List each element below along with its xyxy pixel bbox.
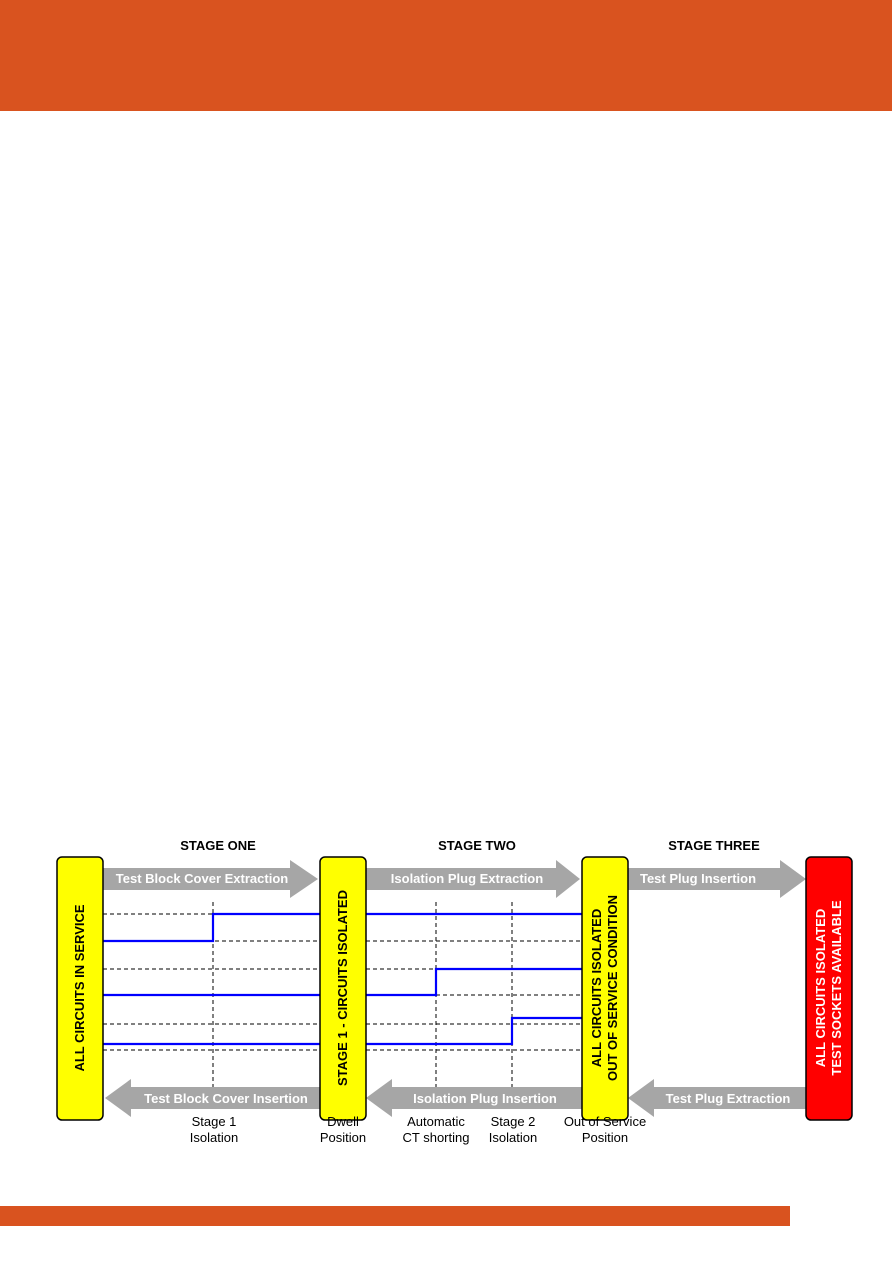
label-test-plug-insertion: Test Plug Insertion <box>639 871 757 886</box>
header-banner <box>0 0 892 111</box>
pillar-label-stage1: STAGE 1 - CIRCUITS ISOLATED <box>335 890 350 1086</box>
pillar-label-out-of-service-2: OUT OF SERVICE CONDITION <box>605 894 620 1082</box>
caption-ct-shorting-1: Automatic <box>407 1114 465 1129</box>
caption-dwell-2: Position <box>319 1130 367 1145</box>
caption-dwell-1: Dwell <box>327 1114 359 1129</box>
label-test-plug-extraction: Test Plug Extraction <box>665 1091 791 1106</box>
pillar-label-test-1: ALL CIRCUITS ISOLATED <box>813 908 828 1068</box>
label-test-block-cover-extraction: Test Block Cover Extraction <box>115 871 289 886</box>
label-test-block-cover-insertion: Test Block Cover Insertion <box>144 1091 308 1106</box>
stage-one-heading: STAGE ONE <box>180 838 256 853</box>
isolation-sequence-diagram <box>0 820 892 1160</box>
label-isolation-plug-extraction: Isolation Plug Extraction <box>390 871 544 886</box>
circuit-trace-3-cont <box>366 1018 582 1044</box>
pillar-label-in-service: ALL CIRCUITS IN SERVICE <box>72 904 87 1072</box>
pillar-label-test-2: TEST SOCKETS AVAILABLE <box>829 900 844 1076</box>
stage-three-heading: STAGE THREE <box>668 838 760 853</box>
label-isolation-plug-insertion: Isolation Plug Insertion <box>413 1091 557 1106</box>
circuit-trace-1 <box>103 914 320 941</box>
caption-out-of-service-1: Out of Service <box>563 1114 647 1129</box>
caption-out-of-service-2: Position <box>581 1130 629 1145</box>
pillar-label-out-of-service-1: ALL CIRCUITS ISOLATED <box>589 908 604 1068</box>
caption-stage1-isolation-1: Stage 1 <box>191 1114 237 1129</box>
caption-stage2-isolation-1: Stage 2 <box>490 1114 536 1129</box>
caption-stage2-isolation-2: Isolation <box>488 1130 538 1145</box>
circuit-trace-2-cont <box>366 969 582 995</box>
stage-two-heading: STAGE TWO <box>438 838 516 853</box>
footer-bar <box>0 1206 790 1226</box>
caption-ct-shorting-2: CT shorting <box>402 1130 470 1145</box>
caption-stage1-isolation-2: Isolation <box>189 1130 239 1145</box>
